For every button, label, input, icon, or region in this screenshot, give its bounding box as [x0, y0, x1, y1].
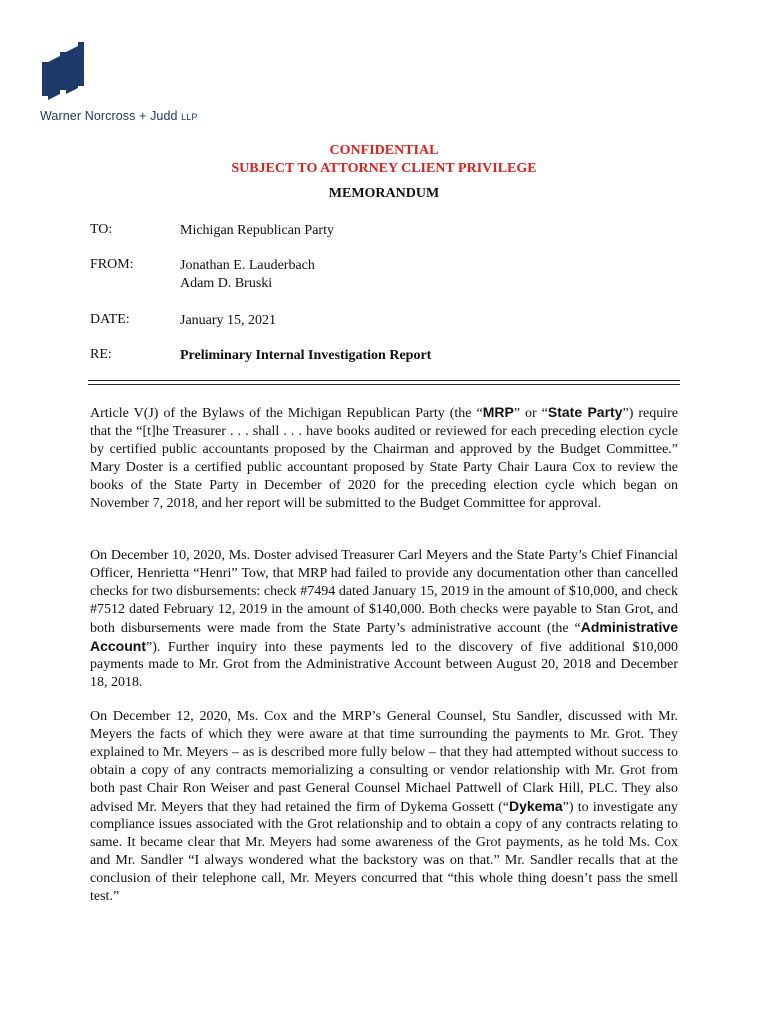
date-label: DATE:	[90, 312, 130, 327]
firm-plus: +	[139, 109, 147, 123]
firm-name-1: Warner Norcross	[40, 109, 136, 123]
memo-title: MEMORANDUM	[328, 186, 440, 201]
p2-text-a: On December 10, 2020, Ms. Doster advised Treasurer Carl Meyers and the State Party’s Chief Financial Officer, Henrietta “Henri” Tow, that MRP had failed to provide any documentation other than cancelled checks for two disbursements: check #7494 dated January 15, 2019 in the amount of $10,000, and check #7512 dated February 12, 2019 in the amount of $140,000. Both checks were payable to Stan Grot, and both disbursements were made from the State Party’s administrative account (the “	[90, 548, 678, 636]
p2-text-c: ”). Further inquiry into these payments led to the discovery of five additional $10,000 payments made to Mr. Grot from the Administrative Account between August 20, 2018 and December 18, 2018.	[90, 639, 678, 691]
to-label: TO:	[90, 222, 113, 237]
p1-text-a: Article V(J) of the Bylaws of the Michigan Republican Party (the “	[90, 406, 483, 421]
from-name-2: Adam D. Bruski	[180, 276, 273, 291]
divider-top	[88, 380, 680, 381]
paragraph-2	[90, 547, 678, 692]
p3-term-dykema: Dykema	[508, 797, 563, 814]
date-value: January 15, 2021	[180, 313, 277, 328]
from-name-1: Jonathan E. Lauderbach	[180, 258, 315, 273]
firm-logo-icon	[40, 42, 88, 100]
p1-term-mrp: MRP	[482, 404, 514, 420]
to-value: Michigan Republican Party	[180, 223, 334, 238]
p3-text-a: On December 12, 2020, Ms. Cox and the MRP’s General Counsel, Stu Sandler, discussed with Mr. Meyers the facts of which they were aware at that time surrounding the payments to Mr. Grot. They explained to Mr. Meyers – as is described more fully below – that they had attempted without success to obtain a copy of any contracts memorializing a consulting or vendor relationship with Mr. Grot from both past Chair Ron Weiser and past General Counsel Michael Pattwell of Clark Hill, PLC. They also advised Mr. Meyers that they had retained the firm of Dykema Gossett (“	[90, 709, 678, 815]
p1-text-d: ”) require that the “[t]he Treasurer . . . shall . . . have books audited or reviewed for each preceding election cycle by certified public accountants proposed by the Chairman and approved by the Budget Committee.” Mary Doster is a certified public accountant proposed by State Party Chair Laura Cox to review the books of the State Party in December of 2020 for the preceding election cycle which began on November 7, 2018, and her report will be submitted to the Budget Committee for approval.	[90, 406, 678, 511]
firm-suffix: LLP	[181, 112, 198, 122]
divider-bottom	[88, 384, 680, 385]
firm-name-2: Judd	[150, 109, 178, 123]
p3-text-c: ”) to investigate any compliance issues associated with the Grot relationship and to obtain a copy of any contracts relating to same. It became clear that Mr. Meyers had some awareness of the Grot payments, as he told Ms. Cox and Mr. Sandler “I always wondered what the backstory was on that.” Mr. Sandler recalls that at the conclusion of their telephone call, Mr. Meyers concurred that “this whole thing doesn’t pass the smell test.”	[90, 799, 678, 905]
p1-text-c: ” or “	[513, 406, 548, 421]
firm-logo-mark	[40, 42, 88, 100]
from-label: FROM:	[90, 257, 134, 272]
p2-term-administrative-account: Administrative Account	[90, 618, 678, 654]
confidential-heading: CONFIDENTIAL	[329, 143, 439, 158]
privilege-heading: SUBJECT TO ATTORNEY CLIENT PRIVILEGE	[231, 161, 537, 176]
re-value: Preliminary Internal Investigation Report	[180, 348, 432, 363]
paragraph-3	[90, 708, 678, 906]
from-value	[180, 257, 315, 293]
p1-term-state-party: State Party	[547, 404, 623, 420]
firm-logo-text	[40, 109, 197, 123]
re-label: RE:	[90, 347, 112, 362]
paragraph-1	[90, 404, 678, 512]
